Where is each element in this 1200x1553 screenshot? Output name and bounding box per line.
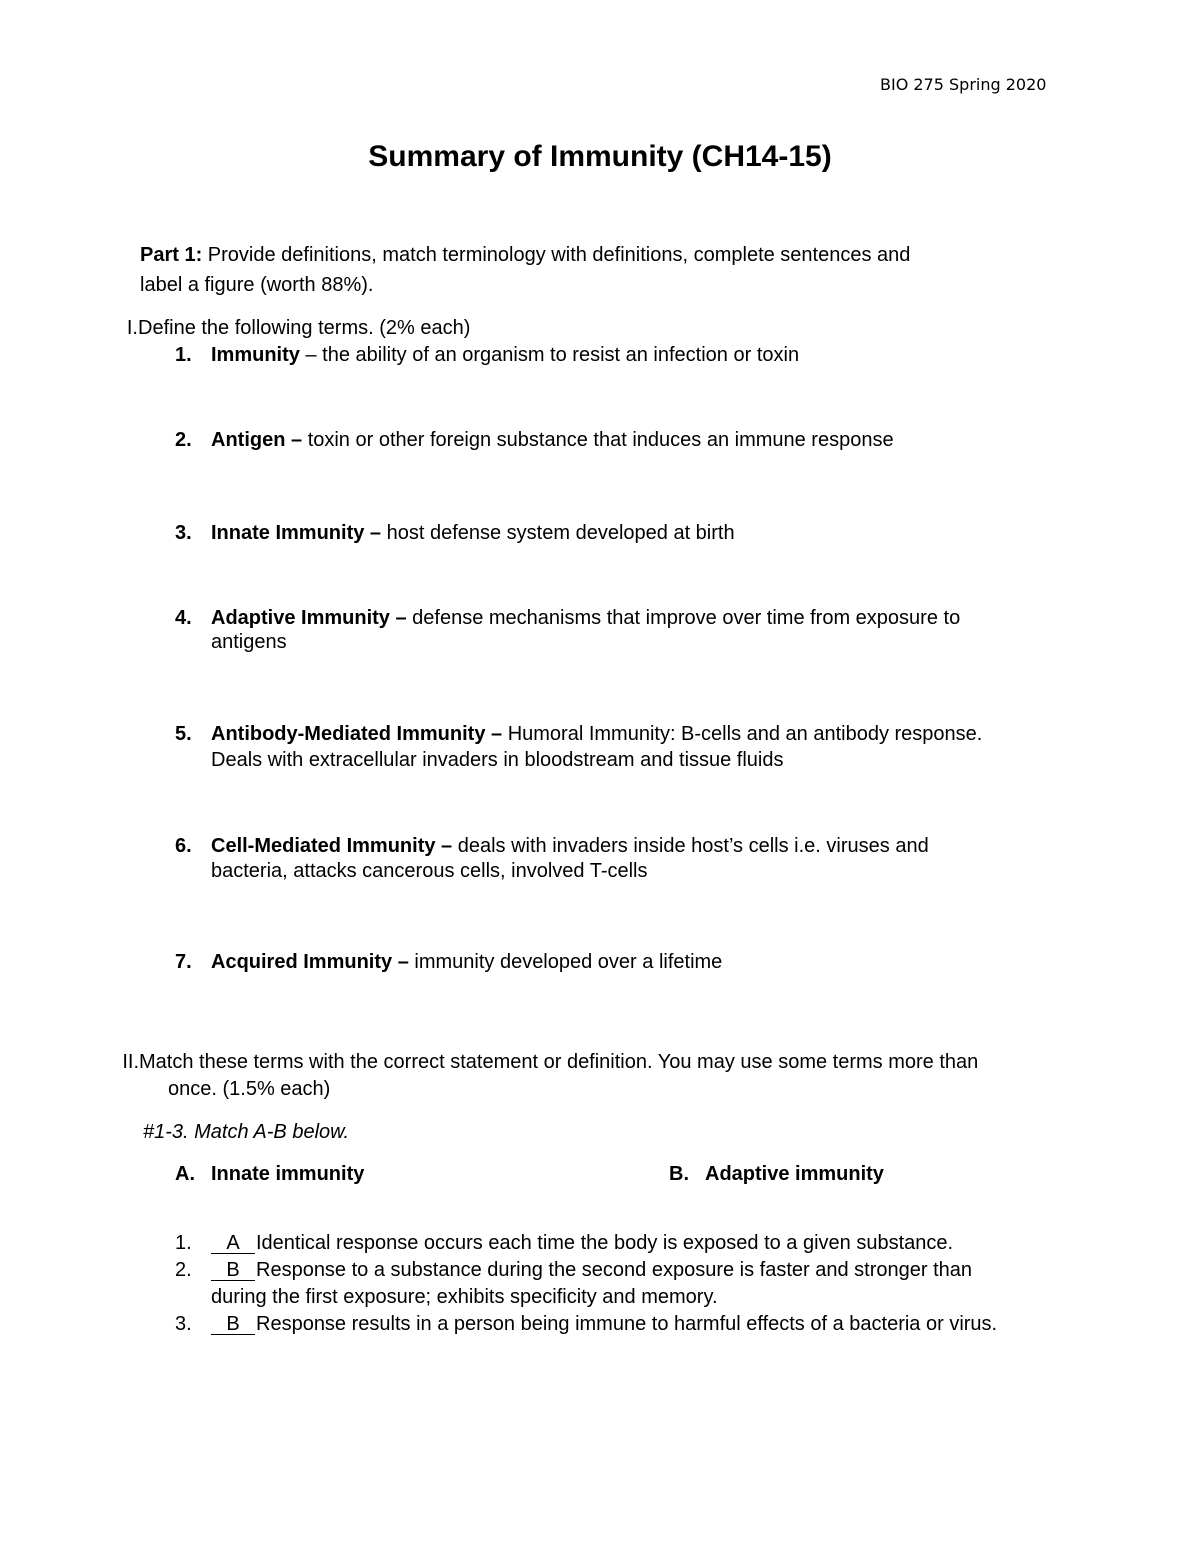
definition-item	[175, 950, 722, 974]
match-item	[175, 1231, 953, 1255]
match-statement: Identical response occurs each time the body is exposed to a given substance.	[256, 1232, 954, 1254]
answer-blank: A	[211, 1233, 255, 1254]
section2-numeral: II.	[122, 1051, 139, 1073]
course-header: BIO 275 Spring 2020	[880, 75, 1047, 94]
definition-term: Adaptive Immunity –	[211, 607, 407, 629]
definition-text: defense mechanisms that improve over time from exposure to	[412, 607, 961, 629]
definition-term: Acquired Immunity –	[211, 951, 409, 973]
definition-text-continued: bacteria, attacks cancerous cells, involved T-cells	[211, 860, 648, 882]
definition-text-continued: antigens	[211, 631, 287, 653]
definition-item	[175, 606, 960, 630]
part1-label: Part 1:	[140, 244, 203, 266]
section1-instruction: Define the following terms. (2% each)	[138, 317, 471, 339]
part1-intro-line1	[140, 243, 910, 267]
definition-term: Cell-Mediated Immunity –	[211, 835, 453, 857]
match-statement: Response results in a person being immune to harmful effects of a bacteria or virus.	[256, 1313, 998, 1335]
definition-number: 7.	[175, 951, 192, 973]
definition-number: 2.	[175, 429, 192, 451]
definition-text: immunity developed over a lifetime	[414, 951, 723, 973]
definition-item	[175, 722, 982, 746]
definition-term: Immunity	[211, 344, 300, 366]
definition-term: Antigen –	[211, 429, 303, 451]
definition-item	[175, 834, 929, 858]
match-statement: Response to a substance during the second exposure is faster and stronger than	[256, 1259, 973, 1281]
option-b-letter: B.	[669, 1163, 689, 1185]
definition-number: 3.	[175, 522, 192, 544]
definition-item	[175, 428, 894, 452]
section2-instruction-line1: Match these terms with the correct statement or definition. You may use some terms more than	[139, 1051, 979, 1073]
definition-term: Innate Immunity –	[211, 522, 382, 544]
definition-number: 1.	[175, 344, 192, 366]
match-item	[175, 1258, 972, 1282]
definition-text: deals with invaders inside host’s cells i.e. viruses and	[457, 835, 929, 857]
definition-text: Humoral Immunity: B-cells and an antibody response.	[507, 723, 983, 745]
definition-text: host defense system developed at birth	[386, 522, 735, 544]
answer-blank: B	[211, 1314, 255, 1335]
section2-instruction-line2: once. (1.5% each)	[168, 1078, 331, 1100]
part1-text-line2: label a figure (worth 88%).	[140, 274, 374, 296]
definition-text: the ability of an organism to resist an infection or toxin	[322, 344, 800, 366]
section2-heading	[106, 1050, 978, 1074]
answer-blank: B	[211, 1260, 255, 1281]
definition-item	[175, 521, 735, 545]
definition-separator: –	[299, 344, 323, 366]
definition-number: 5.	[175, 723, 192, 745]
match-item	[175, 1312, 997, 1336]
definition-number: 6.	[175, 835, 192, 857]
section1-numeral: I.	[126, 317, 138, 339]
definition-text: toxin or other foreign substance that induces an immune response	[307, 429, 894, 451]
definition-number: 4.	[175, 607, 192, 629]
match-subheading: #1-3. Match A-B below.	[143, 1121, 350, 1143]
page-title: Summary of Immunity (CH14-15)	[368, 140, 832, 173]
match-statement-continued: during the first exposure; exhibits specificity and memory.	[211, 1286, 718, 1308]
section1-heading	[110, 316, 470, 340]
option-b-label: Adaptive immunity	[705, 1163, 884, 1185]
definition-text-continued: Deals with extracellular invaders in bloodstream and tissue fluids	[211, 749, 784, 771]
option-a	[175, 1162, 364, 1186]
definition-item	[175, 343, 799, 367]
option-a-letter: A.	[175, 1163, 195, 1185]
option-a-label: Innate immunity	[211, 1163, 365, 1185]
part1-text-line1: Provide definitions, match terminology with definitions, complete sentences and	[202, 244, 911, 266]
definition-term: Antibody-Mediated Immunity –	[211, 723, 503, 745]
option-b	[669, 1162, 884, 1186]
match-number: 1.	[175, 1232, 192, 1254]
match-number: 2.	[175, 1259, 192, 1281]
match-number: 3.	[175, 1313, 192, 1335]
